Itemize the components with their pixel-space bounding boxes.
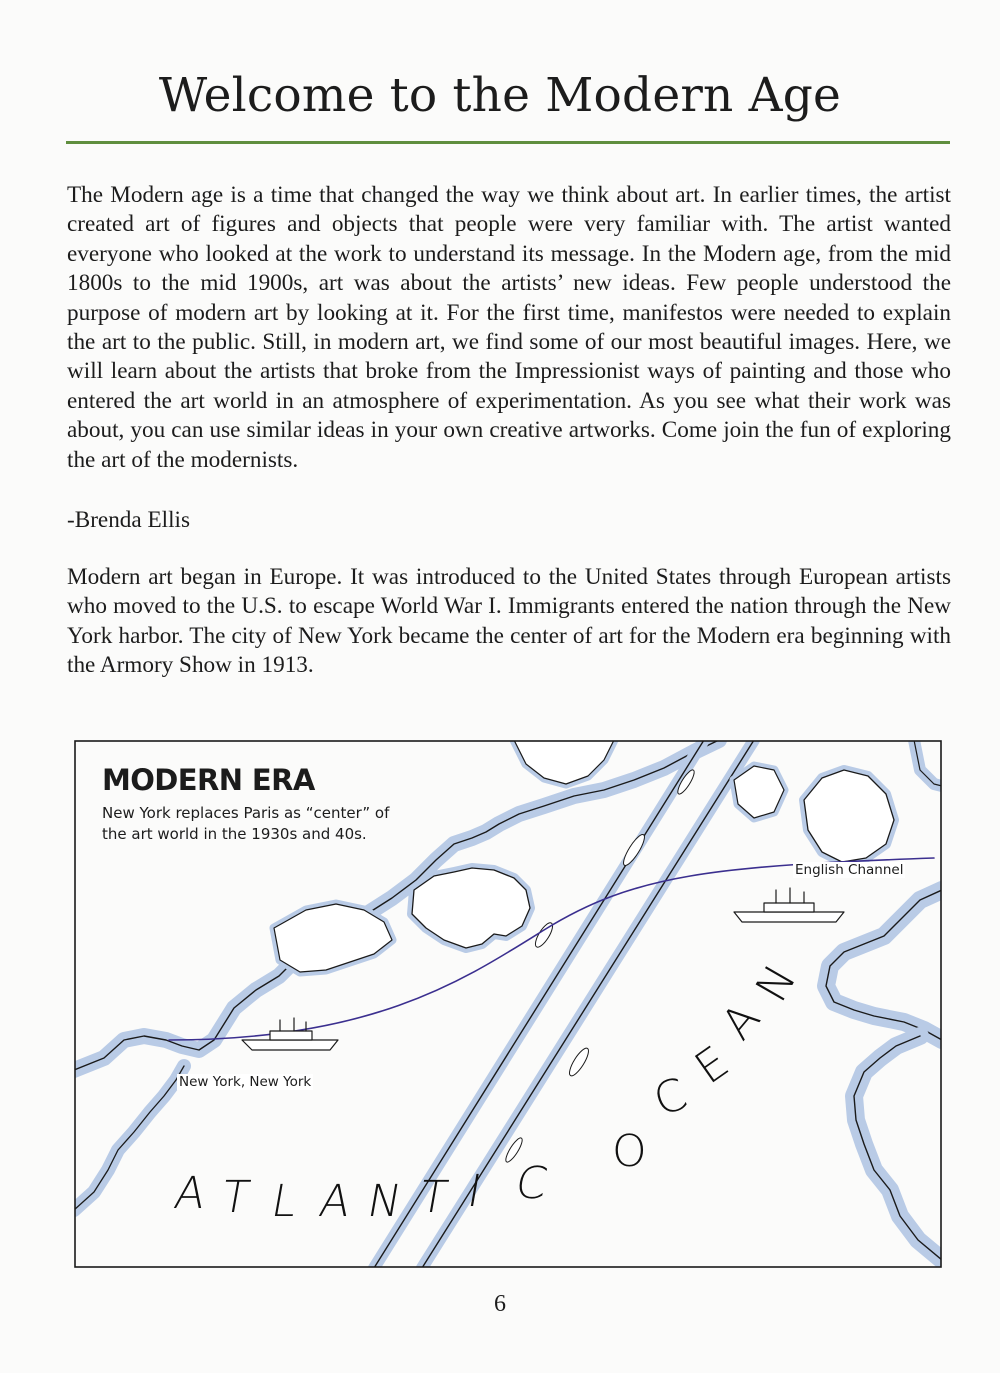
ocean-letter: A	[315, 1176, 355, 1227]
ocean-letter: O	[612, 1126, 647, 1177]
map-heading: MODERN ERA	[102, 763, 315, 797]
ocean-letter: N	[363, 1176, 406, 1227]
ocean-letter: T	[217, 1172, 254, 1223]
history-paragraph: Modern art began in Europe. It was introduced to the United States through European artists who moved to the U.S. to escape World War I. Immigrants entered the nation through the New York harbor. The city of New York became the center of art for the Modern era beginning with the Armory Show in 1913.	[67, 564, 951, 679]
author-signature: -Brenda Ellis	[67, 507, 190, 533]
ocean-letter: A	[170, 1168, 210, 1219]
ship-west-icon	[242, 1018, 338, 1050]
ocean-letter: T	[415, 1172, 452, 1223]
page-title: Welcome to the Modern Age	[158, 68, 842, 123]
ship-east-icon	[734, 888, 844, 922]
english-channel-label: English Channel	[795, 862, 904, 878]
new-york-label: New York, New York	[179, 1074, 312, 1090]
ocean-letter: L	[267, 1176, 302, 1227]
ocean-letter: I	[463, 1166, 486, 1217]
map-header	[102, 763, 402, 845]
intro-paragraph: The Modern age is a time that changed the way we think about art. In earlier times, the artist created art of figures and objects that people were very familiar with. The artist wanted everyone who looked at the work to understand its message. In the Modern age, from the mid 1800s to the mid 1900s, art was about the artists’ new ideas. Few people understood the purpose of modern art by looking at it. For the first time, manifestos were needed to explain the art to the public. Still, in modern art, we find some of our most beautiful images. Here, we will learn about the artists that broke from the Impressionist ways of painting and those who entered the art world in an atmosphere of experimentation. As you see what their work was about, you can use similar ideas in your own creative artworks. Come join the fun of exploring the art of the modernists.	[67, 182, 951, 473]
title-divider	[66, 141, 950, 144]
page-number: 6	[494, 1291, 506, 1317]
ocean-letter: C	[647, 1068, 694, 1127]
ocean-letter: A	[711, 993, 771, 1050]
ocean-letter: E	[685, 1036, 738, 1095]
map-subtitle: New York replaces Paris as “center” of the art world in the 1930s and 40s.	[102, 804, 390, 843]
ocean-letter: N	[746, 956, 807, 1011]
ocean-letter: C	[511, 1158, 552, 1209]
